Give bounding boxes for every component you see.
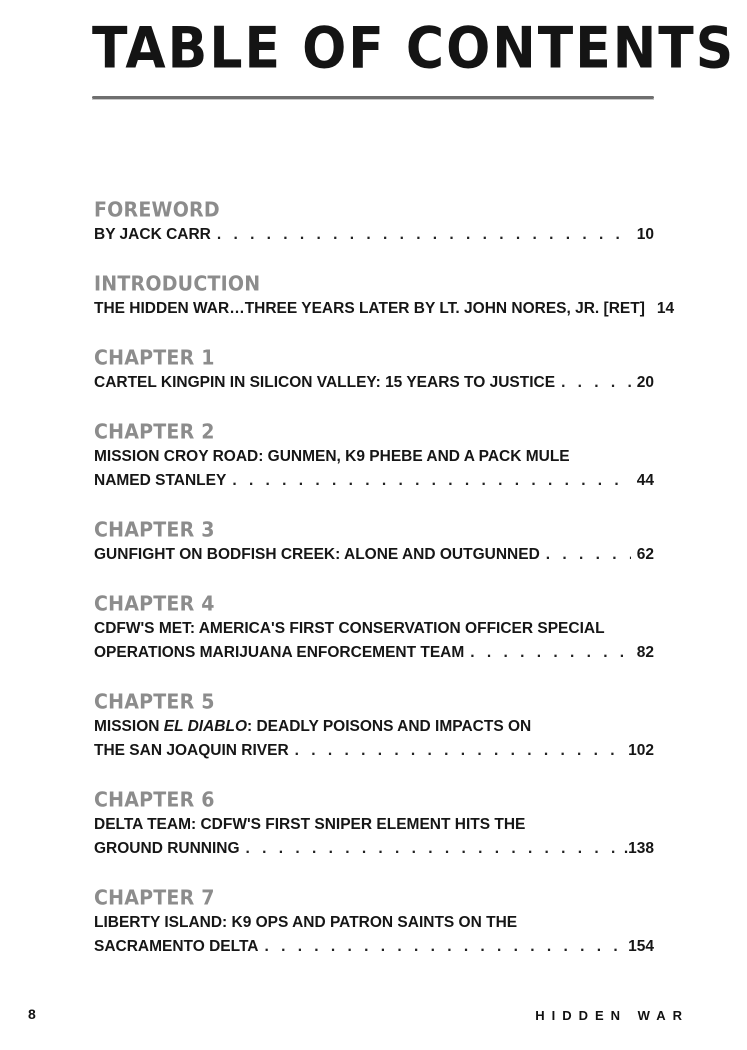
entry-title-continued: GROUND RUNNING bbox=[94, 840, 240, 857]
dot-leader bbox=[264, 935, 622, 959]
dot-leader bbox=[217, 223, 631, 247]
toc-entry-chapter-1 bbox=[94, 347, 654, 395]
title-divider bbox=[92, 96, 654, 99]
entry-title-italic: EL DIABLO bbox=[163, 718, 248, 735]
page-number: 10 bbox=[636, 226, 654, 243]
page-title: TABLE OF CONTENTS bbox=[92, 15, 736, 82]
page-number: .138 bbox=[623, 840, 654, 857]
entry-line bbox=[94, 223, 654, 247]
page-number: 154 bbox=[628, 938, 654, 955]
entry-title: THE HIDDEN WAR…THREE YEARS LATER BY LT. JOHN NORES, JR. [RET] bbox=[94, 300, 645, 317]
entry-line bbox=[94, 617, 654, 641]
entry-title-continued: THE SAN JOAQUIN RIVER bbox=[94, 742, 289, 759]
page-number: 62 bbox=[636, 546, 654, 563]
entry-line bbox=[94, 739, 654, 763]
entry-title: MISSION CROY ROAD: GUNMEN, K9 PHEBE AND A PACK MULE bbox=[94, 448, 570, 465]
entry-title: LIBERTY ISLAND: K9 OPS AND PATRON SAINTS ON THE bbox=[94, 914, 518, 931]
entry-title: CDFW'S MET: AMERICA'S FIRST CONSERVATION OFFICER SPECIAL bbox=[94, 620, 605, 637]
page-number: 44 bbox=[636, 472, 654, 489]
entry-line bbox=[94, 837, 654, 861]
entry-line bbox=[94, 813, 654, 837]
page-number: 20 bbox=[636, 374, 654, 391]
toc-entry-chapter-2 bbox=[94, 421, 654, 493]
entry-line bbox=[94, 543, 654, 567]
entry-heading: CHAPTER 6 bbox=[94, 788, 215, 812]
entry-title-prefix: MISSION bbox=[94, 718, 164, 735]
dot-leader bbox=[246, 837, 618, 861]
entry-heading: CHAPTER 5 bbox=[94, 690, 215, 714]
page-number: 82 bbox=[636, 644, 654, 661]
entry-line bbox=[94, 469, 654, 493]
toc-entry-chapter-3 bbox=[94, 519, 654, 567]
entry-heading: CHAPTER 2 bbox=[94, 420, 215, 444]
entry-title bbox=[94, 715, 531, 739]
entry-line bbox=[94, 371, 654, 395]
entry-title-continued: OPERATIONS MARIJUANA ENFORCEMENT TEAM bbox=[94, 644, 465, 661]
toc-entry-chapter-7 bbox=[94, 887, 654, 959]
toc-entry-introduction bbox=[94, 272, 675, 321]
entry-line bbox=[94, 715, 654, 739]
entry-line bbox=[94, 445, 654, 469]
entry-heading: CHAPTER 3 bbox=[94, 518, 215, 542]
entry-heading: CHAPTER 1 bbox=[94, 346, 215, 370]
toc-list bbox=[94, 198, 675, 985]
dot-leader bbox=[561, 371, 631, 395]
entry-line bbox=[94, 297, 675, 321]
footer-book-title: HIDDEN WAR bbox=[535, 1008, 689, 1023]
toc-entry-foreword bbox=[94, 199, 654, 247]
entry-title: CARTEL KINGPIN IN SILICON VALLEY: 15 YEARS TO JUSTICE bbox=[94, 374, 556, 391]
dot-leader bbox=[546, 543, 631, 567]
entry-heading: INTRODUCTION bbox=[94, 272, 261, 296]
entry-line bbox=[94, 911, 654, 935]
toc-entry-chapter-6 bbox=[94, 789, 654, 861]
entry-title-continued: SACRAMENTO DELTA bbox=[94, 938, 259, 955]
entry-line bbox=[94, 935, 654, 959]
toc-entry-chapter-4 bbox=[94, 593, 654, 665]
entry-title-suffix: : DEADLY POISONS AND IMPACTS ON bbox=[247, 718, 532, 735]
entry-title-continued: NAMED STANLEY bbox=[94, 472, 227, 489]
entry-line bbox=[94, 641, 654, 665]
entry-heading: CHAPTER 7 bbox=[94, 886, 215, 910]
entry-heading: CHAPTER 4 bbox=[94, 592, 215, 616]
entry-heading: FOREWORD bbox=[94, 198, 220, 222]
entry-title: GUNFIGHT ON BODFISH CREEK: ALONE AND OUTGUNNED bbox=[94, 546, 540, 563]
dot-leader bbox=[232, 469, 630, 493]
toc-entry-chapter-5 bbox=[94, 691, 654, 763]
entry-title: DELTA TEAM: CDFW'S FIRST SNIPER ELEMENT HITS THE bbox=[94, 816, 526, 833]
footer-page-number: 8 bbox=[28, 1006, 36, 1022]
entry-title: BY JACK CARR bbox=[94, 226, 211, 243]
page-number: 102 bbox=[628, 742, 654, 759]
page-number: 14 bbox=[656, 300, 675, 317]
dot-leader bbox=[470, 641, 630, 665]
dot-leader bbox=[295, 739, 622, 763]
